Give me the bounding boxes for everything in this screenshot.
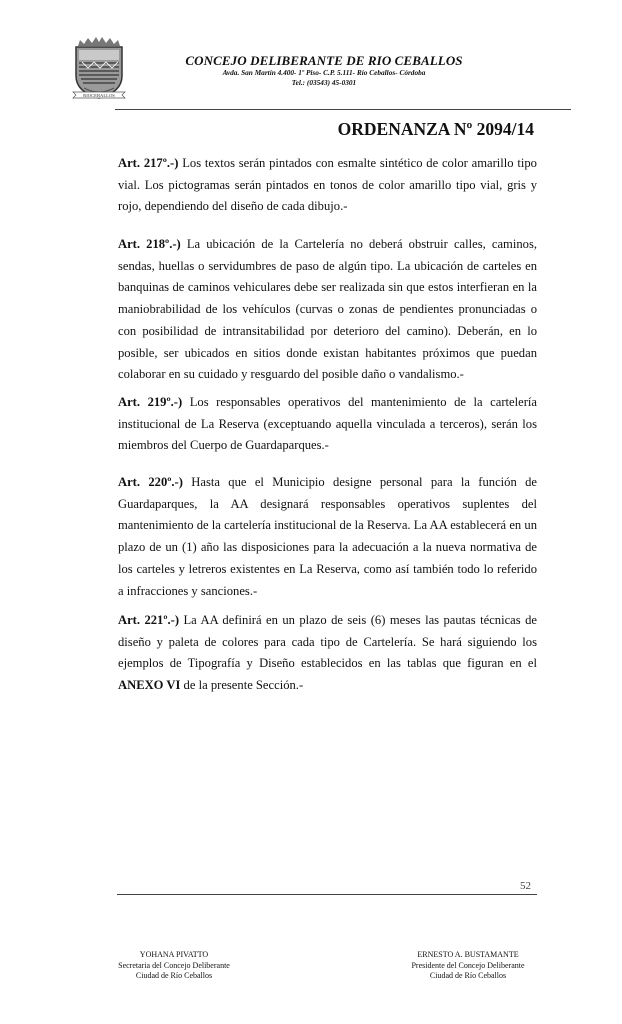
footer-divider xyxy=(117,894,537,895)
institution-name: CONCEJO DELIBERANTE DE RIO CEBALLOS xyxy=(185,53,463,68)
institution-address: Avda. San Martín 4.400- 1º Piso- C.P. 5.111- Río Ceballos- Córdoba xyxy=(222,68,426,77)
article-text: La AA definirá en un plazo de seis (6) meses las pautas técnicas de diseño y paleta de colores para cada tipo de Cartelería. Se hará siguiendo los ejemplos de Tipografía y Diseño establecidos en las tablas que figuran en el xyxy=(118,613,537,671)
signatory-name: ERNESTO A. BUSTAMANTE xyxy=(417,950,519,959)
article-number: Art. 219º.-) xyxy=(118,395,183,409)
ordinance-title: ORDENANZA Nº 2094/14 xyxy=(337,119,534,139)
crest-ribbon xyxy=(72,91,126,99)
article-text: Los responsables operativos del mantenimiento de la cartelería institucional de La Reserva (exceptuando aquella vinculada a terceros), serán los miembros del Cuerpo de Guardaparques.- xyxy=(118,395,537,453)
article-text: Hasta que el Municipio designe personal para la función de Guardaparques, la AA designará responsables operativos suplentes del mantenimiento de la cartelería institucional de la Reserva. La AA establecerá en un plazo de un (1) año las disposiciones para la adecuación a la nueva normativa de los carteles y letreros existentes en La Reserva, como así también todo lo referido a infracciones y sanciones.- xyxy=(118,475,537,598)
article-text: Los textos serán pintados con esmalte sintético de color amarillo tipo vial. Los pictogramas serán pintados en tonos de color amarillo tipo vial, gris y rojo, dependiendo del diseño de cada dibujo.- xyxy=(118,156,537,214)
article-number: Art. 221º.-) xyxy=(118,613,180,627)
signatory-role: Presidente del Concejo Deliberante xyxy=(411,960,525,970)
signature-block-president xyxy=(378,950,558,982)
article-number: Art. 218º.-) xyxy=(118,237,181,251)
article-221 xyxy=(118,610,537,697)
signature-block-secretary xyxy=(84,950,264,982)
article-number: Art. 220º.-) xyxy=(118,475,183,489)
article-218 xyxy=(118,234,537,386)
annex-reference: ANEXO VI xyxy=(118,678,181,693)
institution-phone: Tel.: (03543) 45-0301 xyxy=(291,78,357,87)
signatory-place: Ciudad de Río Ceballos xyxy=(135,971,213,980)
signatory-name: YOHANA PIVATTO xyxy=(139,950,209,959)
article-text-tail: de la presente Sección.- xyxy=(180,678,304,693)
signatory-place: Ciudad de Río Ceballos xyxy=(429,971,507,980)
header-divider xyxy=(115,109,571,110)
article-220 xyxy=(118,472,537,602)
article-text: La ubicación de la Cartelería no deberá obstruir calles, caminos, sendas, huellas o servidumbres de paso de algún tipo. La ubicación de carteles en banquinas de caminos vehiculares debe ser realizada sin que estos interfieran en la maniobrabilidad de los vehículos (curvas o zonas de pendientes pronunciadas o con posibilidad de intransitabilidad por deterioro del camino). Deberán, en lo posible, ser ubicados en sitios donde existan habitantes próximos que puedan colaborar en su cuidado y resguardo del posible daño o vandalismo.- xyxy=(118,237,537,382)
page-number: 52 xyxy=(520,880,531,892)
article-217 xyxy=(118,153,537,218)
crest-label-text: RIOCEBALLOS xyxy=(83,93,115,98)
article-219 xyxy=(118,392,537,457)
signatory-role: Secretaria del Concejo Deliberante xyxy=(118,960,230,970)
article-number: Art. 217º.-) xyxy=(118,156,179,170)
